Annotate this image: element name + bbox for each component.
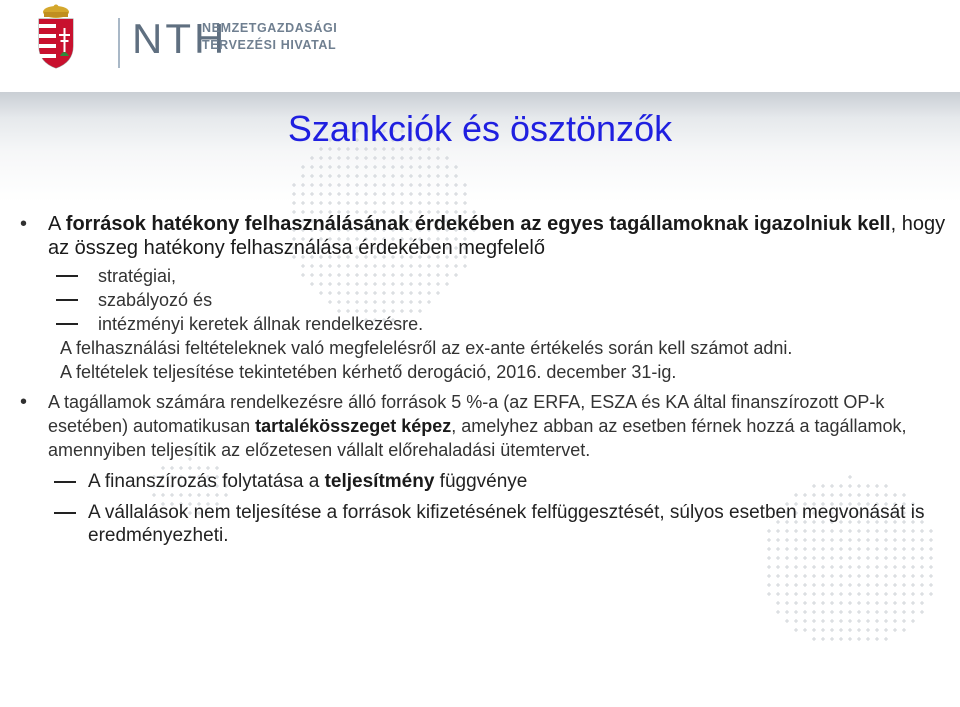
bullet-icon: • [20,391,28,413]
dash-icon [54,481,76,483]
hungarian-coat-of-arms-icon [36,4,76,70]
sub-item: intézményi keretek állnak rendelkezésre. [20,312,950,336]
bullet-1-rest: , hogy az összeg hatékony felhasználása érdekében megfelelő [48,213,946,259]
org-name-line-2: TERVEZÉSI HIVATAL [202,38,337,52]
sub-item: stratégiai, [20,264,950,288]
bullet-1 [20,212,950,260]
bullet-2-text-a: A tagállamok számára rendelkezésre álló források 5 %-a (az ERFA, ESZA és KA által finanszírozott OP-k esetében) automatikusan [48,392,885,436]
bullet-1-extra-1: A felhasználási feltételeknek való megfelelésről az ex-ante értékelés során kell számot adni. [60,338,793,358]
logo-divider [118,18,120,68]
dash-icon [56,323,78,325]
dash-icon [56,275,78,277]
bullet-2-bold: tartalékösszeget képez [255,416,452,436]
bullet-2-text-b: , amelyhez abban az esetben férnek hozzá a tagállamok, amennyiben teljesítik az előzetesen vállalt előrehaladási ütemtervet. [48,416,907,460]
header [0,0,960,92]
brand-mark: NTH [132,15,228,62]
sub-bold: teljesítmény [324,471,435,492]
sub-item: A vállalások nem teljesítése a források kifizetésének felfüggesztését, súlyos esetben megvonását is eredményezheti. [20,501,950,547]
plus-icon [196,20,200,24]
sub-item: A finanszírozás folytatása a teljesítmény függvénye [20,470,950,493]
bullet-2 [20,390,950,462]
bullet-icon: • [20,213,28,235]
dash-icon [54,512,76,514]
slide-body [20,212,950,547]
bullet-1-bold: források hatékony felhasználásának érdekében az egyes tagállamoknak igazolniuk kell [65,213,891,235]
bullet-1-extra-2: A feltételek teljesítése tekintetében kérhető derogáció, 2016. december 31-ig. [60,362,677,382]
dash-icon [56,299,78,301]
slide-title: Szankciók és ösztönzők [287,108,673,149]
bullet-1-lead: A [48,213,66,235]
org-name-line-1: NEMZETGAZDASÁGI [202,21,338,35]
sub-item: szabályozó és [20,288,950,312]
